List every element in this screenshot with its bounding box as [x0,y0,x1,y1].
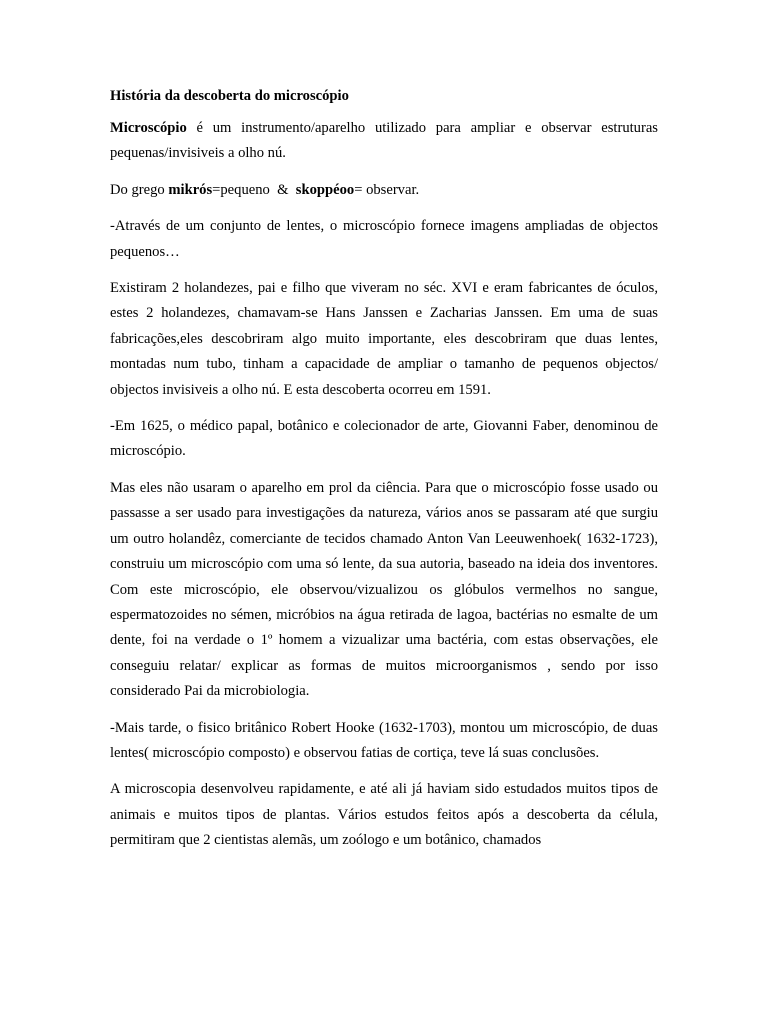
paragraph-etymology [110,178,658,203]
definition-text: é um instrumento/aparelho utilizado para ampliar e observar estruturas pequenas/invisiveis a olho nú. [110,120,658,162]
document-title: História da descoberta do microscópio [110,88,349,104]
etymology-suffix: = observar. [354,181,420,198]
paragraph-faber: -Em 1625, o médico papal, botânico e colecionador de arte, Giovanni Faber, denominou de microscópio. [110,418,658,460]
paragraph-janssen: Existiram 2 holandezes, pai e filho que viveram no séc. XVI e eram fabricantes de óculos, estes 2 holandezes, chamavam-se Hans Janssen e Zacharias Janssen. Em uma de suas fabricações,eles descobriram algo muito importante, eles descobriram que duas lentes, montadas num tubo, tinham a capacidade de ampliar o tamanho de pequenos objectos/ objectos invisiveis a olho nú. E esta descoberta ocorreu em 1591. [110,280,658,398]
etymology-word-mikros: mikrós [168,181,213,198]
term-microscopio: Microscópio [110,120,187,136]
etymology-prefix: Do grego [110,181,169,198]
paragraph-definition [110,116,658,167]
paragraph-hooke: -Mais tarde, o fisico britânico Robert Hooke (1632-1703), montou um microscópio, de duas lentes( microscópio composto) e observou fatias de cortiça, teve lá suas conclusões. [110,719,658,761]
paragraph-leeuwenhoek: Mas eles não usaram o aparelho em prol da ciência. Para que o microscópio fosse usado ou passasse a ser usado para investigações da natureza, vários anos se passaram até que surgiu um outro holandêz, comerciante de tecidos chamado Anton Van Leeuwenhoek( 1632-1723), construiu um microscópio com uma só lente, da sua autoria, baseado na ideia dos inventores. Com este microscópio, ele observou/vizualizou os glóbulos vermelhos no sangue, espermatozoides no sémen, micróbios na água retirada de lagoa, bactérias no esmalte de um dente, foi na verdade o 1º homem a vizualizar uma bactéria, com estas observações, ele conseguiu relatar/ explicar as formas de muitos microorganismos , sendo por isso considerado Pai da microbiologia. [110,479,658,700]
etymology-word-skoppeoo: skoppéoo [295,181,355,198]
etymology-mid: =pequeno & [212,181,296,198]
paragraph-microscopy: A microscopia desenvolveu rapidamente, e até ali já haviam sido estudados muitos tipos de animais e muitos tipos de plantas. Vários estudos feitos após a descoberta da célula, permitiram que 2 cientistas alemãs, um zoólogo e um botânico, chamados [110,781,658,849]
document-page [110,86,658,865]
paragraph-lenses: -Através de um conjunto de lentes, o microscópio fornece imagens ampliadas de objectos pequenos… [110,218,658,260]
